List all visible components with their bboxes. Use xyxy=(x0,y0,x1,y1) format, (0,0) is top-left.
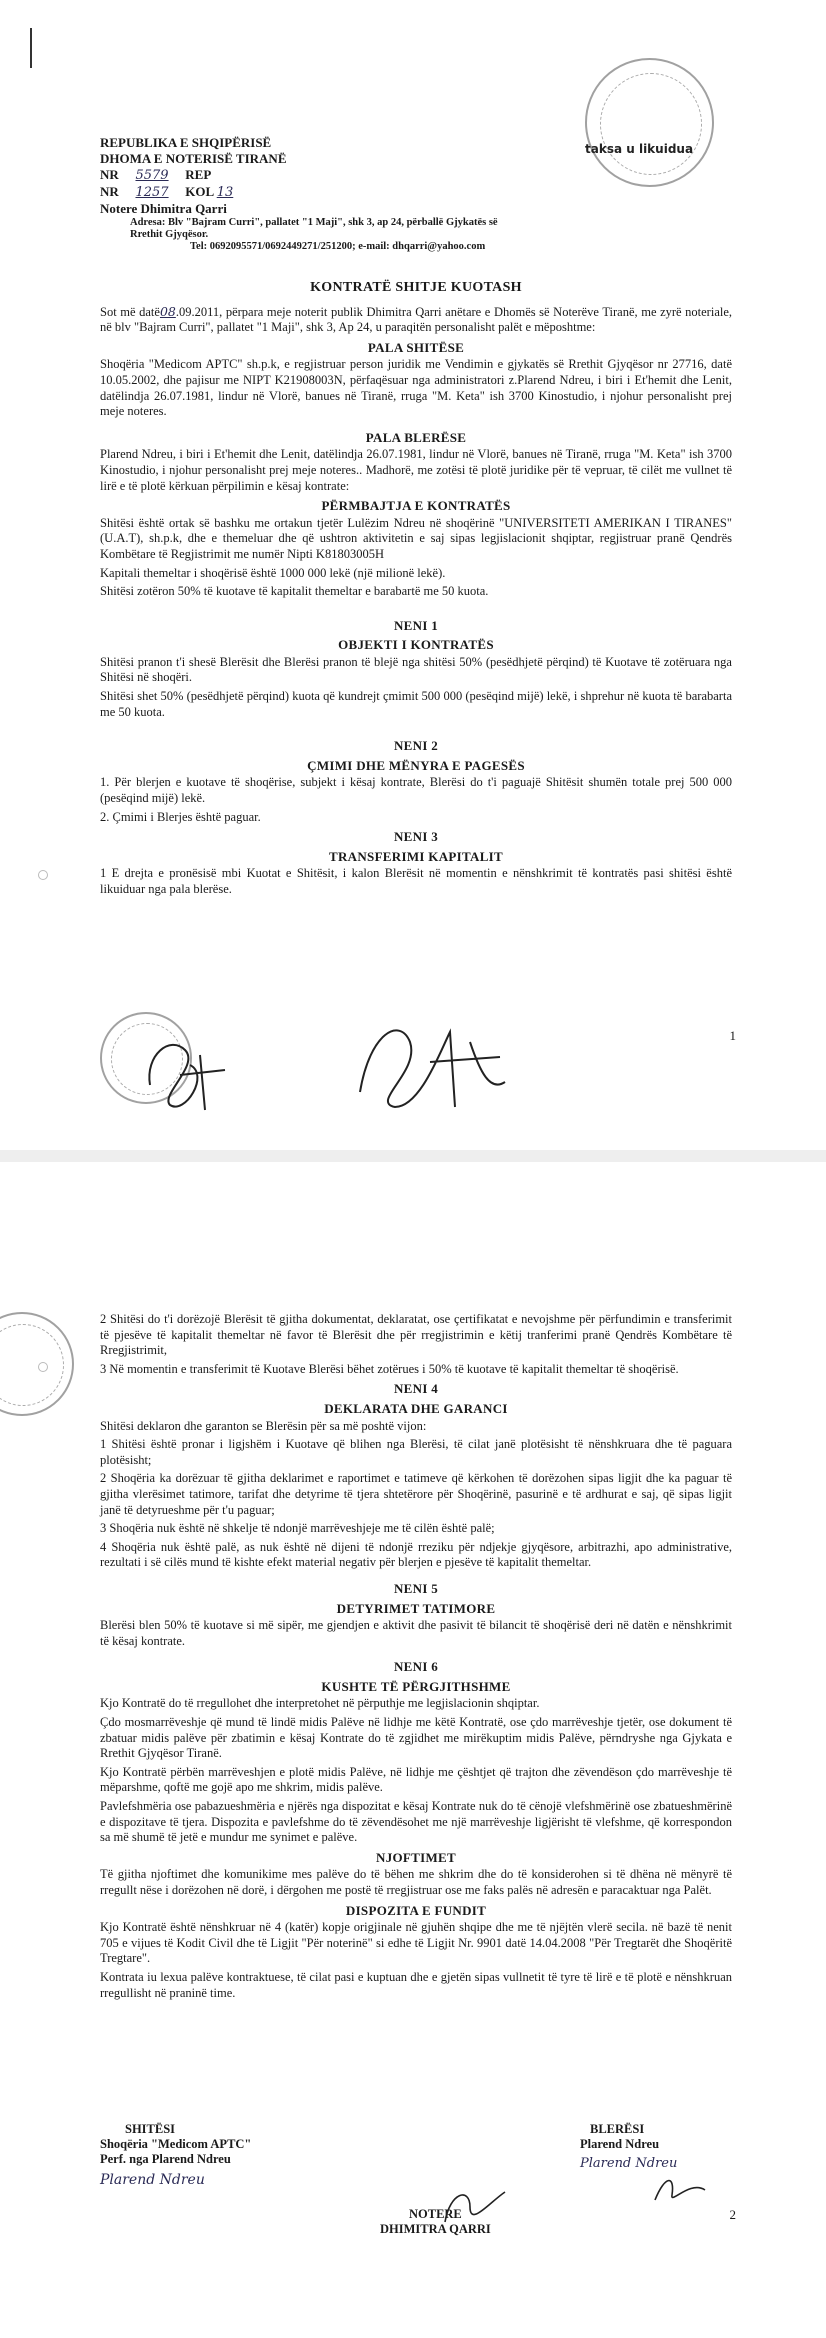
notary-signature xyxy=(440,2182,510,2232)
header-contact: Tel: 0692095571/0692449271/251200; e-mail: dhqarri@yahoo.com xyxy=(190,241,486,252)
header-nr-rep: NR 5579 REP xyxy=(100,167,212,183)
punch-hole xyxy=(38,1362,48,1372)
seller-signature-block xyxy=(100,2122,251,2188)
article4-item: 1 Shitësi është pronar i ligjshëm i Kuotave që blihen nga Blerësi, të cilat janë plotësisht të nënshkruara dhe të paguara plotësisht; xyxy=(100,1437,732,1467)
article1-paragraph-1: Shitësi pranon t'i shesë Blerësit dhe Blerësi pranon të blejë nga shitësi 50% (pesëdhjetë përqind) të Kuotave të zotëruara nga Shitësi në shoqëri. xyxy=(100,654,732,685)
article3-item-2: 2 Shitësi do t'i dorëzojë Blerësit të gjitha dokumentat, deklaratat, ose çertifikatat e nevojshme për përfundimin e transferimit të pjesëve të kapitalit themeltar në favor të Blerësit dhe për rregjistrimin e këtij tranferimi pranë Qendrës Kombëtare të Rregjistrimit, xyxy=(100,1312,732,1358)
notary-name: DHIMITRA QARRI xyxy=(380,2222,491,2236)
article4-number: NENI 4 xyxy=(393,1381,439,1397)
article1-title: OBJEKTI I KONTRATËS xyxy=(338,637,494,653)
document-header xyxy=(100,135,530,253)
buyer-paragraph: Plarend Ndreu, i biri i Et'hemit dhe Lenit, datëlindja 26.07.1981, lindur në Vlorë, banues në Tiranë, rruga "M. Keta" ish 3700 Kinostudio, i njohur personalisht prej meje noteres.. Madhorë, me zotësi të plotë juridike për të vepruar, të cilët me vullnet të lirë e të plotë kërkuan përpilimin e kësaj kontrate: xyxy=(100,447,732,493)
content-heading: PËRMBAJTJA E KONTRATËS xyxy=(321,498,511,514)
header-republic: REPUBLIKA E SHQIPËRISË xyxy=(100,135,272,150)
buyer-signature xyxy=(650,2170,710,2210)
header-chamber: DHOMA E NOTERISË TIRANË xyxy=(100,151,287,166)
page-number-1: 1 xyxy=(729,1028,736,1043)
content-paragraph: Shitësi është ortak së bashku me ortakun tjetër Lulëzim Ndreu në shoqërinë "UNIVERSITETI AMERIKAN I TIRANES"(U.A.T), sh.p.k, dhe e themeluar dhe që ushtron aktivitetin e saj sipas legjislacionit shqiptar, regjistruar pranë Qendrës Kombëtare të Regjistrimit me numër Nipti K81803005H xyxy=(100,515,732,561)
punch-hole xyxy=(38,870,48,880)
article4-item: 4 Shoqëria nuk është palë, as nuk është në dijeni të ndonjë rreziku për ndjekje gjyqësore, arbitrazhi, apo administrative, rezultati i së cilës mund të kishte efekt material negativ për blerjen e pjesëve të kapitalit themeltar. xyxy=(100,1539,732,1570)
notices-paragraph: Të gjitha njoftimet dhe komunikime mes palëve do të bëhen me shkrim dhe do të konsiderohen si të dhëna në mënyrë të rregullt nëse i dorëzohen në dorë, i dërgohen me postë të rregjistruar ose me faks palës në adresën e paracaktuar nga Palët. xyxy=(100,1867,732,1897)
capital-line-2: Shitësi zotëron 50% të kuotave të kapitalit themeltar e barabartë me 50 kuota. xyxy=(100,584,489,599)
article2-item-1: 1. Për blerjen e kuotave të shoqërise, subjekt i kësaj kontrate, Blerësi do t'i paguajë Shitësit shumën totale prej 500 000 (pesëqind mijë) lekë. xyxy=(100,775,732,806)
article4-item: 3 Shoqëria nuk është në shkelje të ndonjë marrëveshjeje me të cilën është palë; xyxy=(100,1521,495,1536)
article5-title: DETYRIMET TATIMORE xyxy=(336,1600,496,1616)
seller-signature xyxy=(130,1025,240,1120)
seller-heading: PALA SHITËSE xyxy=(367,339,465,355)
final-provisions-title: DISPOZITA E FUNDIT xyxy=(345,1902,487,1918)
header-address: Adresa: Blv "Bajram Curri", pallatet "1 Maji", shk 3, ap 24, përballë Gjykatës së Rrethit Gjyqësor. xyxy=(130,217,498,240)
seller-represented-by: Perf. nga Plarend Ndreu xyxy=(100,2152,231,2166)
article2-title: ÇMIMI DHE MËNYRA E PAGESËS xyxy=(307,757,525,773)
side-stamp xyxy=(0,1312,74,1416)
article4-intro: Shitësi deklaron dhe garanton se Blerësin për sa më poshtë vijon: xyxy=(100,1418,427,1433)
capital-line-1: Kapitali themeltar i shoqërisë është 1000 000 lekë (një milionë lekë). xyxy=(100,565,446,580)
header-nr-kol: NR 1257 KOL 13 xyxy=(100,184,234,200)
tax-paid-note: taksa u likuidua xyxy=(585,142,694,156)
seller-handwritten-name: Plarend Ndreu xyxy=(100,2172,205,2188)
article6-title: KUSHTE TË PËRGJITHSHME xyxy=(321,1678,511,1694)
buyer-handwritten-name: Plarend Ndreu xyxy=(580,2156,678,2171)
document-page-2 xyxy=(0,1162,826,2338)
page-number-2: 2 xyxy=(729,2207,736,2222)
notary-label: NOTERE xyxy=(408,2207,462,2221)
seller-paragraph: Shoqëria "Medicom APTC" sh.p.k, e regjistruar person juridik me Vendimin e gjykatës së Rrethit Gjyqësor nr 27716, datë 10.05.2002, dhe pajisur me NIPT K21908003N, përfaqësuar nga administratori z.Plarend Ndreu, i biri i Et'hemit dhe Lenit, datëlindja 26.07.1981, lindur në Vlorë, banues në Tiranë, rruga "M. Keta" ish 3700 Kinostudio, i njohur personalisht prej meje noteres. xyxy=(100,357,732,419)
document-page-1 xyxy=(0,0,826,1150)
article3-title: TRANSFERIMI KAPITALIT xyxy=(329,848,503,864)
article3-item-1: 1 E drejta e pronësisë mbi Kuotat e Shitësit, i kalon Blerësit në momentin e nënshkrimit të kontratës pasi shitësi është likuiduar nga pala blerëse. xyxy=(100,866,732,896)
final-paragraph-2: Kontrata iu lexua palëve kontraktuese, të cilat pasi e kuptuan dhe e gjetën sipas vullnetit të tyre të lirë e të plotë e nënshkruan rregullisht në praninë time. xyxy=(100,1969,732,2000)
seller-company: Shoqëria "Medicom APTC" xyxy=(100,2137,252,2151)
page1-body xyxy=(100,270,732,901)
buyer-signature-block xyxy=(580,2122,677,2171)
article3-item-3: 3 Në momentin e transferimit të Kuotave Blerësi bëhet zotërues i 50% të kuotave të kapitalit themeltar të shoqërisë. xyxy=(100,1361,679,1376)
notary-signature xyxy=(350,1012,510,1117)
article1-number: NENI 1 xyxy=(393,617,439,633)
seller-label: SHITËSI xyxy=(125,2122,176,2136)
buyer-name: Plarend Ndreu xyxy=(580,2137,660,2151)
header-notary: Notere Dhimitra Qarri xyxy=(100,201,227,216)
notices-title: NJOFTIMET xyxy=(376,1849,456,1865)
article2-number: NENI 2 xyxy=(393,738,439,754)
article5-paragraph: Blerësi blen 50% të kuotave si më sipër, me gjendjen e aktivit dhe pasivit të bilancit të shoqërisë deri në datën e nënshkrimit të kësaj kontrate. xyxy=(100,1618,732,1648)
page2-body xyxy=(100,1312,732,2004)
final-paragraph-1: Kjo Kontratë është nënshkruar në 4 (katër) kopje origjinale në gjuhën shqipe dhe me të njëjtën vlerë secila. në bazë të nenit 705 e vijues të Kodit Civil dhe të Ligjit "Për noterinë" si edhe të Ligjit Nr. 9901 datë 14.04.2008 "Për Tregtarët dhe Shoqëritë Tregtare". xyxy=(100,1920,732,1966)
article6-number: NENI 6 xyxy=(393,1659,439,1675)
buyer-label: BLERËSI xyxy=(590,2122,645,2136)
buyer-heading: PALA BLERËSE xyxy=(365,429,467,445)
notary-stamp xyxy=(585,58,714,187)
article6-paragraph: Kjo Kontratë do të rregullohet dhe interpretohet në përputhje me legjislacionin shqiptar. xyxy=(100,1696,540,1711)
article4-title: DEKLARATA DHE GARANCI xyxy=(324,1400,508,1416)
article5-number: NENI 5 xyxy=(393,1580,439,1596)
article6-paragraph: Çdo mosmarrëveshje që mund të lindë midis Palëve në lidhje me këtë Kontratë, ose çdo marrëveshje tjetër, ose dokument të zbatuar midis palëve për zbatimin e kësaj Kontrate do të zgjidhet me mirëkuptim midis Palëve, përndryshe nga Gjykata e Rrethit Gjyqësor Tiranë. xyxy=(100,1715,732,1761)
article3-number: NENI 3 xyxy=(393,829,439,845)
article6-paragraph: Kjo Kontratë përbën marrëveshjen e plotë midis Palëve, në lidhje me çështjet që trajton dhe zëvendëson çdo marrëveshje të mëparshme, qoftë me gojë apo me shkrim, midis palëve. xyxy=(100,1764,732,1795)
margin-mark xyxy=(30,28,32,68)
contract-title: KONTRATË SHITJE KUOTASH xyxy=(310,280,522,295)
article2-item-2: 2. Çmimi i Blerjes është paguar. xyxy=(100,809,261,824)
article4-item: 2 Shoqëria ka dorëzuar të gjitha deklarimet e raportimet e tatimeve që kërkohen të dorëzohen sipas ligjit dhe ka paguar të gjitha vlerësimet tatimore, tarifat dhe detyrime të tjera shtetërore për Shoqërinë, pasurinë e të ardhurat e saj, që sipas ligjit janë të detyrueshme për t'u paguar; xyxy=(100,1471,732,1517)
intro-paragraph: Sot më datë08.09.2011, përpara meje noterit publik Dhimitra Qarri anëtare e Dhomës së Noterëve Tiranë, me zyrë noteriale, në blv "Bajram Curri", pallatet "1 Maji", shk 3, Ap 24, u paraqitën personalisht palët e mëposhtme: xyxy=(100,303,733,335)
article1-paragraph-2: Shitësi shet 50% (pesëdhjetë përqind) kuota që kundrejt çmimit 500 000 (pesëqind mijë) lekë, i shprehur në kuota të barabarta me 50 kuota. xyxy=(100,689,732,719)
article6-paragraph: Pavlefshmëria ose pabazueshmëria e njërës nga dispozitat e kësaj Kontrate nuk do të cënojë vlefshmërinë ose zbatueshmërinë e dispozitave të tjera. Dispozita e pavlefshme do të zëvendësohet me një marrëveshje ligjërisht të vlefshme, që korrespondon sa më shumë të jetë e mundur me synimet e palëve. xyxy=(100,1799,732,1845)
